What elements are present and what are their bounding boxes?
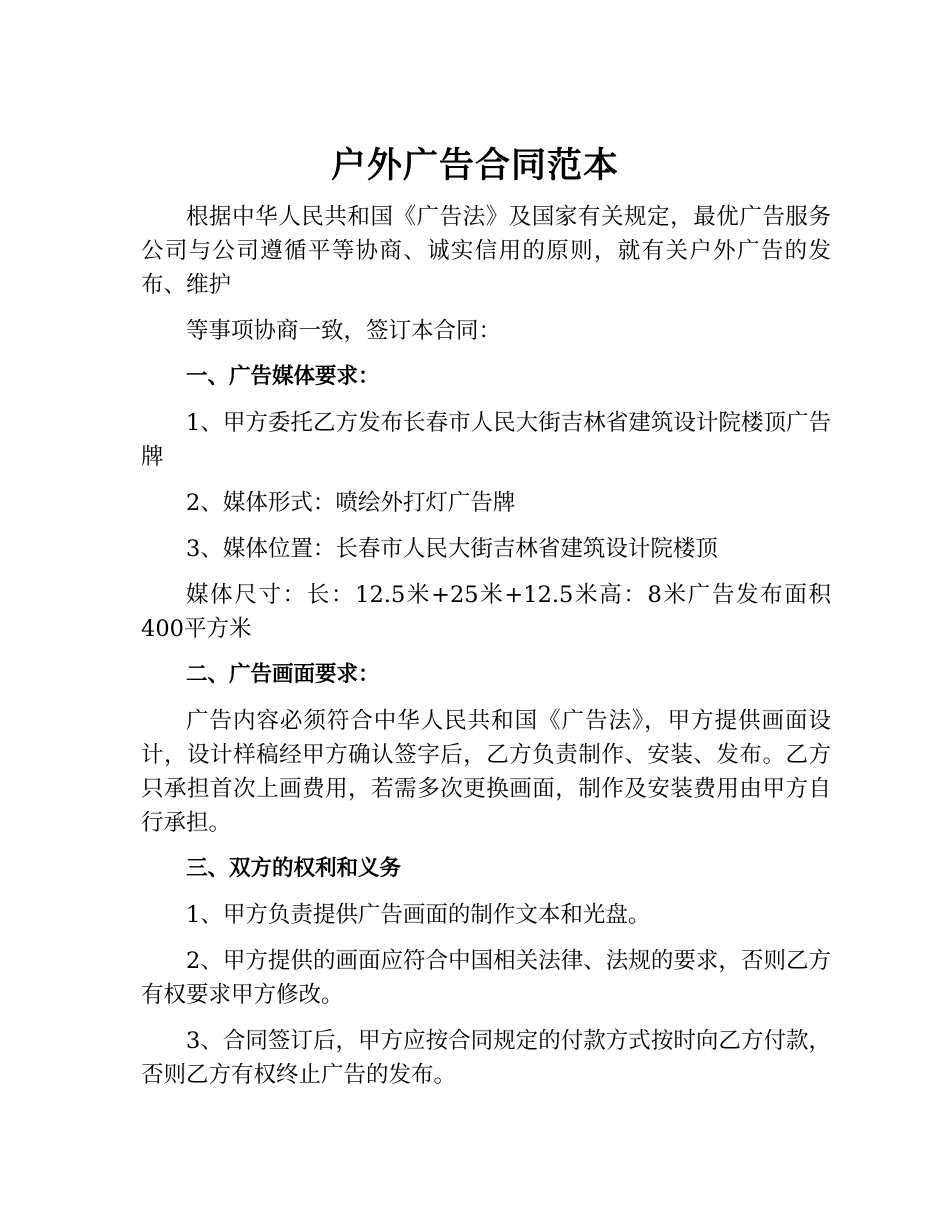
document-title: 户外广告合同范本 [330,146,619,187]
clause-media-3: 3、媒体位置：长春市人民大街吉林省建筑设计院楼顶 [186,536,718,562]
section-heading-media: 一、广告媒体要求： [186,364,380,389]
clause-rights-2: 2、甲方提供的画面应符合中国相关法律、法规的要求，否则乙方有权要求甲方修改。 [141,948,831,1008]
clause-media-size: 媒体尺寸：长：12.5米+25米+12.5米高：8米广告发布面积400平方米 [141,582,831,642]
clause-rights-3: 3、合同签订后，甲方应按合同规定的付款方式按时向乙方付款，否则乙方有权终止广告的发布。 [141,1028,831,1088]
clause-artwork: 广告内容必须符合中华人民共和国《广告法》，甲方提供画面设计，设计样稿经甲方确认签字后，乙方负责制作、安装、发布。乙方只承担首次上画费用，若需多次更换画面，制作及安装费用由甲方自行承担。 [141,708,831,836]
clause-media-1: 1、甲方委托乙方发布长春市人民大街吉林省建筑设计院楼顶广告牌 [141,410,831,470]
clause-media-2: 2、媒体形式：喷绘外打灯广告牌 [186,490,516,516]
clause-rights-1: 1、甲方负责提供广告画面的制作文本和光盘。 [186,902,651,928]
paragraph-agreement: 等事项协商一致，签订本合同： [186,318,502,344]
section-heading-artwork: 二、广告画面要求： [186,662,380,687]
section-heading-rights: 三、双方的权利和义务 [186,856,402,881]
paragraph-intro: 根据中华人民共和国《广告法》及国家有关规定，最优广告服务公司与公司遵循平等协商、诚实信用的原则，就有关户外广告的发布、维护 [141,204,831,298]
document-body [141,200,831,1104]
